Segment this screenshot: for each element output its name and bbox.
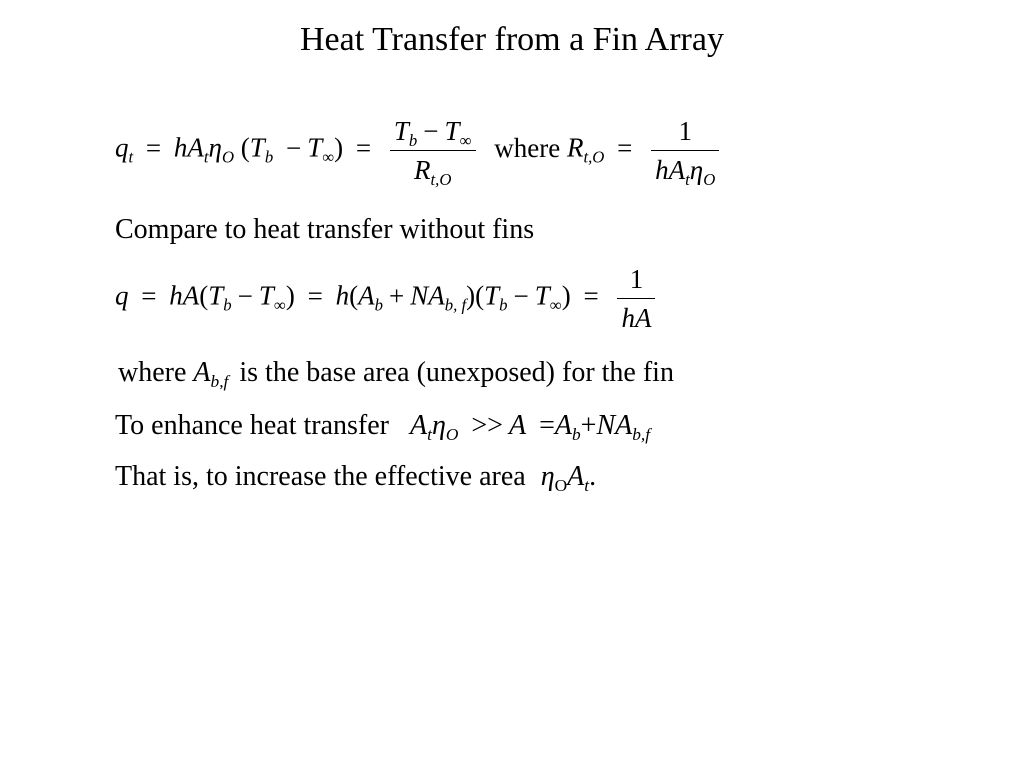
eq1-where: where [494, 132, 561, 163]
eq1-A: A [187, 132, 204, 163]
eq1-resistance-numerator: 1 [651, 114, 719, 151]
eq1-paren-close: ) [334, 132, 344, 163]
eq2-Ab-sub: b [374, 295, 383, 315]
eq1-fraction-numerator [390, 114, 476, 151]
enhance-text: To enhance heat transfer [115, 410, 389, 441]
eq1-resistance-denominator [651, 151, 719, 187]
eq1-Tb-sub: b [264, 147, 274, 167]
eq1-res-eta-sub: O [703, 169, 716, 189]
eq1-R: R [566, 132, 584, 163]
enhance-NA: NA [596, 410, 633, 441]
enhance-A-sub: t [427, 425, 432, 445]
eq2-NA: NA [410, 280, 445, 311]
eq1-fraction-denominator [390, 151, 476, 187]
eq1-frac-T1-sub: b [408, 130, 418, 150]
eq1-q-sub: t [128, 147, 134, 167]
eq1-equals-2: = [355, 132, 372, 163]
eq1-equals-3: = [617, 132, 633, 163]
eq2-Tinf-sub: ∞ [273, 295, 286, 315]
that-A-sub: t [584, 476, 590, 496]
eq1-frac-T1: T [393, 116, 409, 146]
enhance-plus: + [580, 410, 597, 441]
eq1-resistance-fraction [651, 114, 719, 187]
enhance-Ab-sub: b [571, 425, 581, 445]
eq2-paren-open: ( [199, 280, 209, 311]
eq2-Tb2: T [484, 280, 500, 311]
equation-no-fins-heat-rate [115, 262, 661, 335]
that-period: . [589, 461, 597, 492]
eq2-fraction [617, 262, 655, 335]
eq2-paren-close: ) [285, 280, 295, 311]
enhance-A: A [410, 410, 428, 441]
eq1-minus: − [285, 132, 302, 163]
enhance-eta-sub: O [445, 425, 459, 445]
enhance-equals: = [539, 410, 555, 441]
eq1-res-A: A [668, 155, 686, 185]
eq2-paren2-open: ( [349, 280, 359, 311]
eq2-Tinf2: T [534, 280, 550, 311]
slide-title: Heat Transfer from a Fin Array [300, 21, 724, 58]
eq1-res-h: h [655, 155, 669, 185]
eq2-paren3-open: ( [475, 280, 485, 311]
eq1-eta-sub: O [221, 147, 235, 167]
eq1-eta: η [208, 132, 222, 163]
eq2-NA-sub: b, f [444, 295, 467, 315]
eq1-Tinf-sub: ∞ [322, 147, 335, 167]
eq1-res-eta: η [689, 155, 704, 185]
eq2-q: q [115, 280, 129, 311]
enhance-heat-transfer-line [115, 410, 651, 445]
enhance-Ab: A [554, 410, 572, 441]
eq2-Tinf: T [258, 280, 274, 311]
eq2-paren2-close: ) [466, 280, 476, 311]
that-A: A [567, 461, 585, 492]
eq1-A-sub: t [203, 147, 209, 167]
where-A: A [193, 357, 211, 388]
eq1-q: q [115, 132, 129, 163]
eq1-Tinf: T [307, 132, 323, 163]
eq1-paren-open: ( [240, 132, 250, 163]
eq1-h: h [173, 132, 188, 163]
eq2-fraction-denominator: hA [621, 303, 652, 333]
eq2-plus: + [388, 280, 405, 311]
eq2-h: h [335, 280, 350, 311]
eq1-fraction [390, 114, 476, 187]
eq2-Tb2-sub: b [499, 295, 508, 315]
where-A-sub: b,f [210, 372, 229, 392]
eq2-fraction-numerator: 1 [617, 262, 655, 299]
equation-fin-array-heat-rate [115, 114, 725, 187]
eq2-equals-3: = [583, 280, 599, 311]
eq1-equals: = [145, 132, 162, 163]
eq2-equals: = [141, 280, 157, 311]
eq1-frac-T2-sub: ∞ [459, 130, 472, 150]
eq2-Tinf2-sub: ∞ [549, 295, 562, 315]
eq1-res-A-sub: t [685, 169, 690, 189]
eq2-minus: − [237, 280, 253, 311]
eq2-paren3-close: ) [561, 280, 571, 311]
eq2-Ab: A [358, 280, 375, 311]
where-word: where [118, 357, 187, 388]
eq2-equals-2: = [307, 280, 323, 311]
that-eta-sub: O [554, 476, 568, 496]
eq1-frac-R-sub: t,O [430, 169, 452, 189]
enhance-gg: >> [471, 410, 503, 441]
eq2-hA: hA [169, 280, 200, 311]
compare-text: Compare to heat transfer without fins [115, 214, 535, 245]
effective-area-line [115, 461, 597, 496]
enhance-NA-sub: b,f [632, 425, 651, 445]
eq2-Tb-sub: b [223, 295, 232, 315]
that-text: That is, to increase the effective area [115, 461, 526, 492]
eq1-frac-R: R [413, 155, 431, 185]
that-eta: η [540, 461, 555, 492]
enhance-eta: η [431, 410, 446, 441]
eq2-minus-2: − [513, 280, 529, 311]
eq1-frac-minus: − [423, 116, 439, 146]
base-area-definition [118, 357, 674, 392]
eq1-frac-T2: T [444, 116, 460, 146]
enhance-A2: A [508, 410, 527, 441]
eq2-Tb: T [208, 280, 224, 311]
where-rest: is the base area (unexposed) for the fin [239, 357, 674, 388]
eq1-R-sub: t,O [583, 147, 605, 167]
eq1-Tb: T [249, 132, 265, 163]
